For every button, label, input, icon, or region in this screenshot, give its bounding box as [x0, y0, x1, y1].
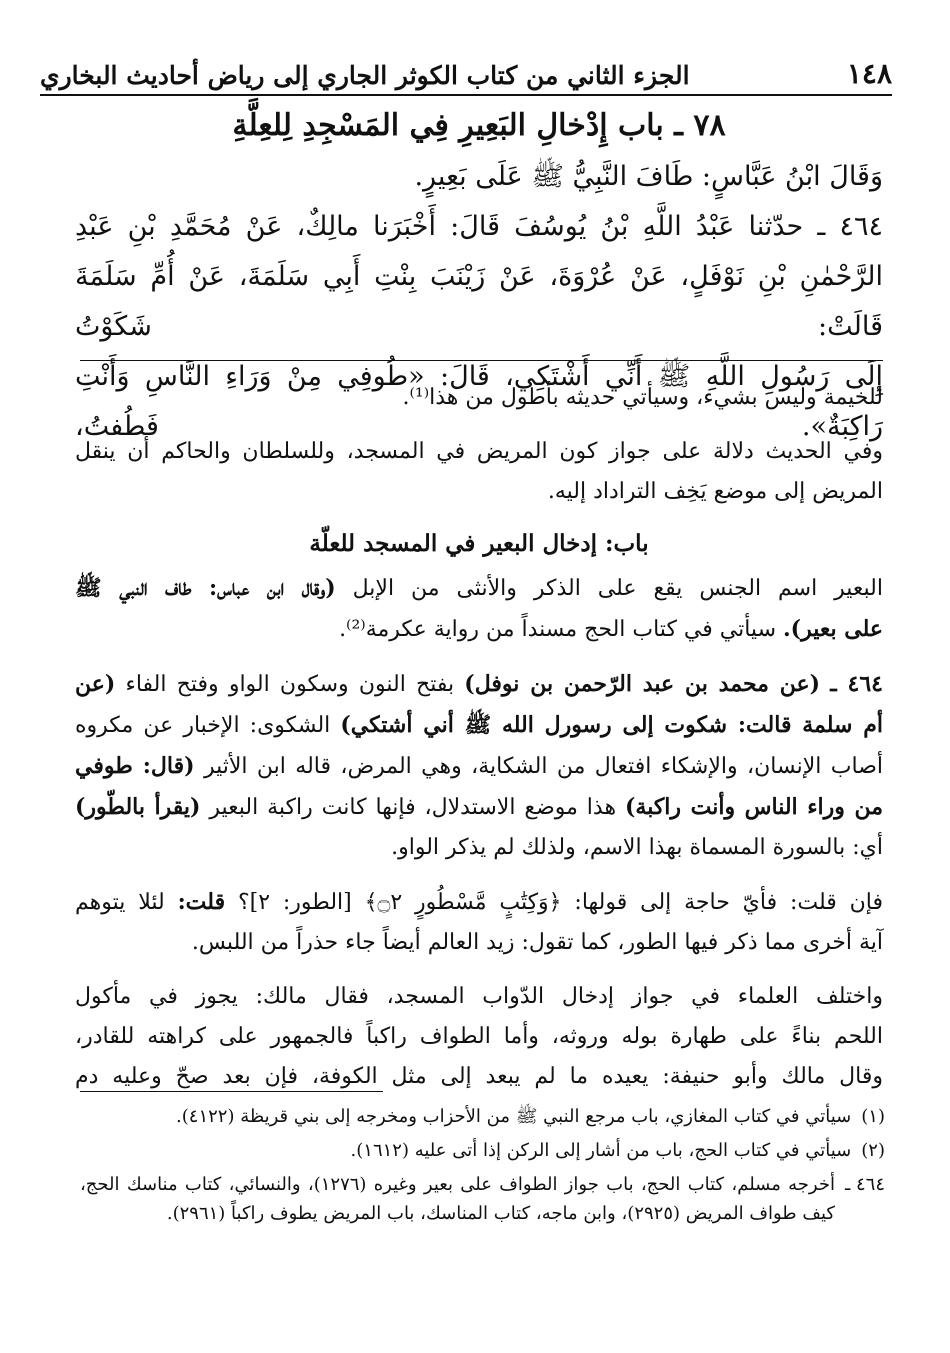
hadith-line-3: إِلَى رَسُولِ اللَّهِ ﷺ أَنِّي أَشْتَكِي، قَالَ: «طُوفِي مِنْ وَرَاءِ النَّاسِ وَأَنْتِ رَاكِبَةٌ». فَطُفتُ،: [75, 361, 883, 442]
running-title: الجزء الثاني من كتاب الكوثر الجاري إلى رياض أحاديث البخاري: [40, 61, 690, 90]
footnotes: [80, 1102, 885, 1233]
commentary-paragraph-2-line-2: المريض إلى موضع يَخِف التراداد إليه.: [547, 479, 883, 504]
commentary-paragraph-3-line-1: البعير اسم الجنس يقع على الذكر والأنثى من الإبل (وقال ابن عباس: طاف النبي ﷺ: [75, 575, 883, 601]
commentary-paragraph-1: للخيمة وليس بشيء، وسيأتي حديثه بأطول من هذا⁽¹⁾.: [402, 385, 883, 410]
commentary-paragraph-5-line-2: آية أخرى مما ذكر فيها الطور، كما تقول: زيد العالم أيضاً جاء حذراً من اللبس.: [191, 930, 883, 955]
header-rule: [40, 94, 892, 96]
footnote-1: [80, 1102, 885, 1131]
chapter-title: ٧٨ ـ باب إِدْخالِ البَعِيرِ فِي المَسْجِدِ لِلعِلَّةِ: [232, 108, 726, 143]
commentary-paragraph-4-line-1: ٤٦٤ ـ (عن محمد بن عبد الرّحمن بن نوفل) بفتح النون وسكون الواو وفتح الفاء (عن: [75, 671, 883, 697]
footnote-marker: ٤٦٤ ـ: [844, 1174, 885, 1195]
footnote-rule: [80, 1091, 383, 1092]
hadith-line-1: ٤٦٤ ـ حدّثنا عَبْدُ اللَّهِ بْنُ يُوسُفَ قَالَ: أَخْبَرَنا مالِكٌ، عَنْ مُحَمَّدِ بْنِ عَبْدِ: [75, 211, 883, 242]
text-separator-rule: [80, 360, 883, 361]
footnote-text: أخرجه مسلم، كتاب الحج، باب جواز الطواف على بعير وغيره (١٢٧٦)، والنسائي، كتاب مناسك الحج، كيف طواف المريض (٢٩٢٥)، وابن ماجه، كتاب المناسك، باب المريض يطوف راكباً (٢٩٦١).: [80, 1174, 835, 1224]
commentary-paragraph-5-line-1: فإن قلت: فأيّ حاجة إلى قولها: ﴿وَكِتَٰبٍ مَّسْطُورٍ ۝٢﴾ [الطور: ٢]؟ قلت: لئلا يتوهم: [75, 889, 883, 915]
commentary-paragraph-4-line-5: أي: بالسورة المسماة بهذا الاسم، ولذلك لم يذكر الواو.: [391, 835, 883, 860]
commentary-paragraph-6-line-3: وقال مالك وأبو حنيفة: يعيده ما لم يبعد إلى مثل الكوفة، فإن بعد صحّ وعليه دم: [75, 1064, 883, 1089]
commentary-paragraph-4-line-2: أم سلمة قالت: شكوت إلى رسورل الله ﷺ أني أشتكي) الشكوى: الإخبار عن مكروه: [75, 712, 884, 738]
commentary-paragraph-3-line-2: على بعير). سيأتي في كتاب الحج مسنداً من رواية عكرمة⁽²⁾.: [339, 616, 883, 642]
footnote-text: سيأتي في كتاب الحج، باب من أشار إلى الركن إذا أتى عليه (١٦١٢).: [350, 1140, 852, 1161]
page-header: [40, 40, 892, 90]
hadith-line-2: الرَّحْمٰنِ بْنِ نَوْفَلٍ، عَنْ عُرْوَةَ، عَنْ زَيْنَبَ بِنْتِ أَبِي سَلَمَةَ، عَنْ أُمِّ سَلَمَةَ قَالَتْ: شَكَوْتُ: [75, 261, 883, 342]
chapter-intro: وَقَالَ ابْنُ عَبَّاسٍ: طَافَ النَّبِيُّ ﷺ عَلَى بَعِيرٍ.: [414, 161, 883, 192]
section-heading: باب: إدخال البعير في المسجد للعلّة: [309, 530, 649, 557]
commentary-paragraph-4-line-4: من وراء الناس وأنت راكبة) هذا موضع الاستدلال، فإنها كانت راكبة البعير (يقرأ بالطّور): [75, 794, 884, 820]
page-number: ١٤٨: [846, 57, 892, 90]
commentary-paragraph-6-line-1: واختلف العلماء في جواز إدخال الدّواب المسجد، فقال مالك: يجوز في مأكول: [75, 984, 883, 1009]
footnote-marker: (٢): [861, 1140, 885, 1161]
commentary-paragraph-2-line-1: وفي الحديث دلالة على جواز كون المريض في المسجد، وللسلطان والحاكم أن ينقل: [75, 439, 883, 464]
footnote-text: سيأتي في كتاب المغازي، باب مرجع النبي ﷺ من الأحزاب ومخرجه إلى بني قريظة (٤١٢٢).: [176, 1106, 852, 1127]
footnote-hadith-source: [80, 1170, 885, 1228]
footnote-2: [80, 1136, 885, 1165]
commentary-paragraph-4-line-3: أصاب الإنسان، والإشكاء افتعال من الشكاية، وهي المرض، قاله ابن الأثير (قال: طوفي: [75, 753, 884, 779]
commentary-paragraph-6-line-2: اللحم بناءً على طهارة بوله وروثه، وأما الطواف راكباً فالجمهور على كراهته للقادر،: [75, 1024, 883, 1049]
commentary: [75, 378, 883, 1097]
footnote-marker: (١): [861, 1106, 885, 1127]
